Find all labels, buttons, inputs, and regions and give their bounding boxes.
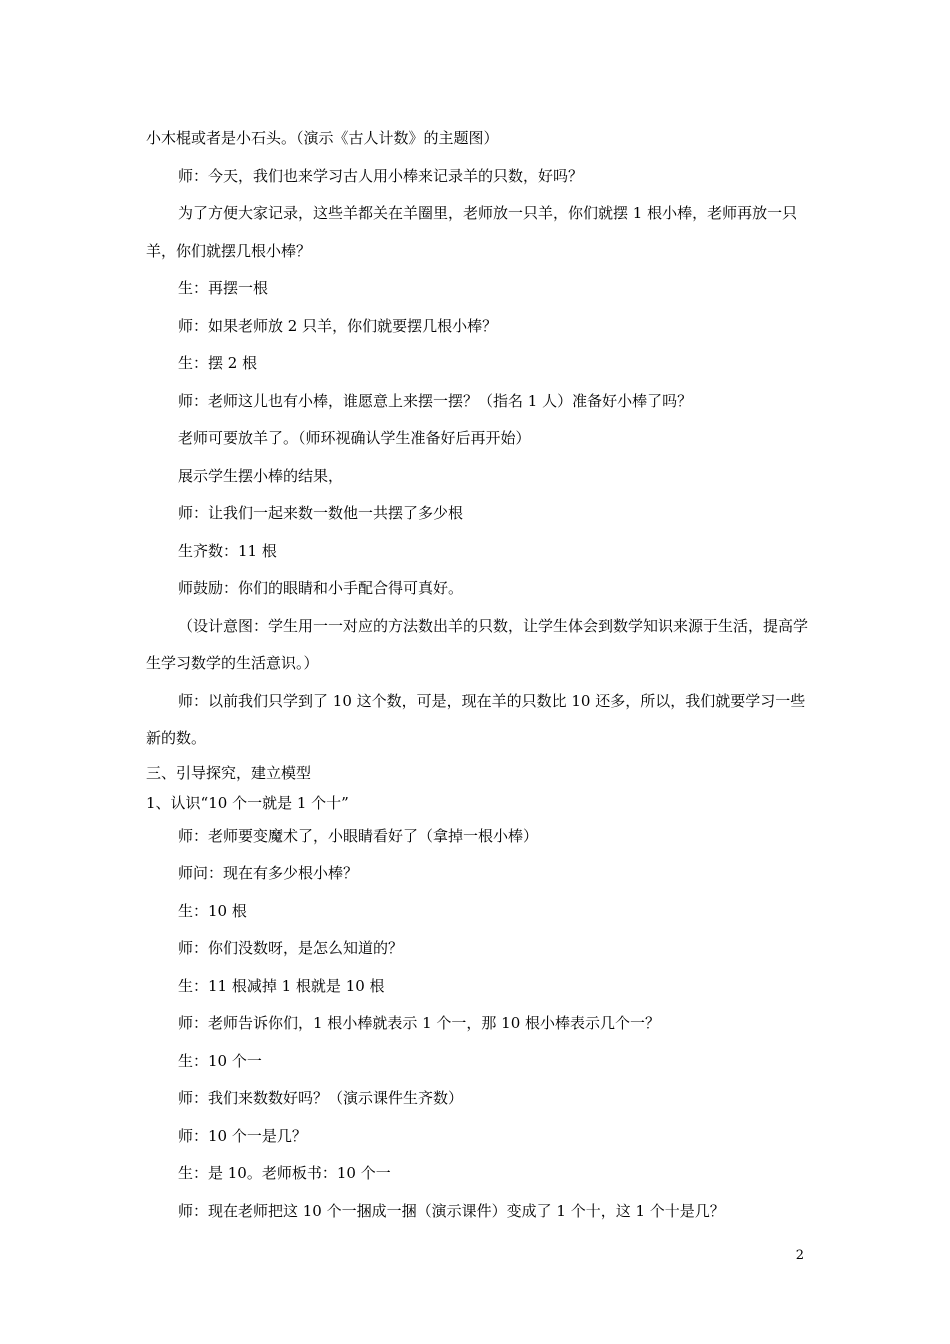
paragraph-11: 生齐数：11 根 [178, 541, 277, 560]
paragraph-6: 生：摆 2 根 [178, 354, 258, 372]
paragraph-9: 展示学生摆小棒的结果， [178, 466, 344, 485]
paragraph-1: 小木棍或者是小石头。（演示《古人计数》的主题图） [146, 129, 499, 147]
paragraph-5: 师：如果老师放 2 只羊，你们就要摆几根小棒？ [178, 316, 498, 335]
paragraph-10: 师：让我们一起来数一数他一共摆了多少根 [178, 504, 464, 522]
paragraph-3: 为了方便大家记录，这些羊都关在羊圈里，老师放一只羊，你们就摆 1 根小棒，老师再放一只羊，你们就摆几根小棒？ [146, 204, 798, 260]
section-heading: 三、引导探究，建立模型 [146, 763, 312, 782]
paragraph-17: 师：老师要变魔术了，小眼睛看好了（拿掉一根小棒） [178, 826, 539, 845]
design-intent-note: （设计意图：学生用一一对应的方法数出羊的只数，让学生体会到数学知识来源于生活，提高学生学习数学的生活意识。） [146, 616, 809, 672]
paragraph-20: 师：你们没数呀，是怎么知道的？ [178, 939, 404, 957]
paragraph-26: 生：是 10。老师板书：10 个一 [178, 1164, 391, 1182]
subsection-heading: 1、认识“10 个一就是 1 个十” [146, 793, 349, 812]
paragraph-7: 师：老师这儿也有小棒，谁愿意上来摆一摆？（指名 1 人）准备好小棒了吗？ [178, 391, 693, 410]
body-text [146, 120, 810, 1230]
paragraph-2: 师：今天，我们也来学习古人用小棒来记录羊的只数，好吗？ [178, 166, 584, 185]
paragraph-12: 师鼓励：你们的眼睛和小手配合得可真好。 [178, 579, 464, 597]
paragraph-22: 师：老师告诉你们，1 根小棒就表示 1 个一，那 10 根小棒表示几个一？ [178, 1014, 661, 1032]
paragraph-19: 生：10 根 [178, 901, 247, 920]
paragraph-4: 生：再摆一根 [178, 279, 269, 297]
paragraph-18: 师问：现在有多少根小棒？ [178, 864, 359, 882]
paragraph-8: 老师可要放羊了。（师环视确认学生准备好后再开始） [178, 429, 531, 447]
paragraph-21: 生：11 根减掉 1 根就是 10 根 [178, 976, 385, 995]
page-number: 2 [795, 1248, 804, 1263]
paragraph-27: 师：现在老师把这 10 个一捆成一捆（演示课件）变成了 1 个十，这 1 个十是几？ [178, 1201, 725, 1220]
paragraph-25: 师：10 个一是几？ [178, 1126, 307, 1145]
paragraph-24: 师：我们来数数好吗？（演示课件生齐数） [178, 1089, 464, 1107]
paragraph-14: 师：以前我们只学到了 10 这个数，可是，现在羊的只数比 10 还多，所以，我们就要学习一些新的数。 [146, 691, 806, 747]
paragraph-23: 生：10 个一 [178, 1051, 262, 1070]
